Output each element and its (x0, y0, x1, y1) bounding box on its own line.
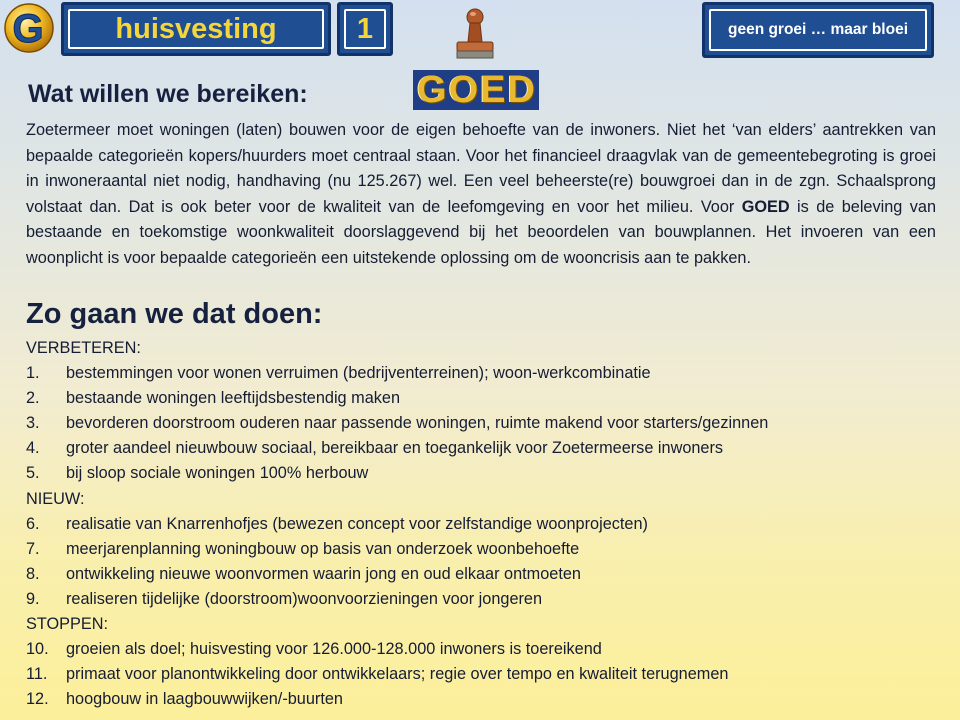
badge-letter-g: G (417, 69, 447, 111)
item-text: bestaande woningen leeftijdsbestendig maken (66, 389, 401, 408)
intro-paragraph (26, 118, 936, 272)
section-label-improve: VERBETEREN: (26, 339, 141, 357)
item-text: primaat voor planontwikkeling door ontwikkelaars; regie over tempo en kwaliteit terugnemen (66, 665, 729, 684)
slogan-text: geen groei … maar bloei (727, 21, 909, 38)
item-text: bestemmingen voor wonen verruimen (bedrijventerreinen); woon-werkcombinatie (66, 364, 651, 383)
page-title: huisvesting (115, 12, 277, 45)
badge-letter-d: D (507, 69, 535, 111)
list-item (26, 637, 946, 662)
page-number-box (337, 2, 393, 56)
section-label-stop: STOPPEN: (26, 615, 109, 634)
list-item (26, 361, 946, 386)
item-number: 1. (26, 364, 40, 383)
badge-letter-o: O (448, 69, 479, 111)
item-text: groter aandeel nieuwbouw sociaal, bereikbaar en toegankelijk voor Zoetermeerse inwoners (66, 439, 724, 458)
intro-goed-bold: GOED (741, 197, 790, 216)
title-box (61, 2, 331, 56)
item-number: 5. (26, 464, 40, 483)
item-text: meerjarenplanning woningbouw op basis van onderzoek woonbehoefte (66, 539, 580, 558)
action-list (26, 336, 946, 712)
item-number: 6. (26, 514, 40, 533)
section-label-new: NIEUW: (26, 489, 85, 508)
item-number: 4. (26, 439, 40, 458)
item-text: groeien als doel; huisvesting voor 126.000-128.000 inwoners is toereikend (66, 640, 602, 659)
item-text: ontwikkeling nieuwe woonvormen waarin jong en oud elkaar ontmoeten (66, 564, 581, 583)
item-text: bij sloop sociale woningen 100% herbouw (66, 464, 369, 483)
item-number: 3. (26, 414, 40, 433)
list-item (26, 461, 946, 486)
item-text: bevorderen doorstroom ouderen naar passende woningen, ruimte makend voor starters/gezinnen (66, 414, 769, 433)
item-number: 11. (26, 665, 48, 684)
list-item (26, 662, 946, 687)
item-number: 9. (26, 589, 40, 608)
item-number: 10. (26, 640, 49, 659)
badge-letter-e: E (480, 69, 506, 111)
intro-text-part1: Zoetermeer moet woningen (laten) bouwen voor de eigen behoefte van de inwoners. Niet het ‘van elders’ aantrekken van bepaalde categorieën kopers/huurders moet centraal staan. Voor het financieel draagvlak van de gemeentebegroting is groei in inwoneraantal niet nodig, handhaving (nu 125.267) wel. Een veel beheerste(re) bouwgroei dan in de zgn. Schaalsprong volstaat dan. Dat is ook beter voor de kwaliteit van de leefomgeving en voor het milieu. Voor (26, 121, 936, 216)
item-number: 7. (26, 539, 40, 558)
intro-text-part2: is de beleving van bestaande en toekomstige woonkwaliteit doorslaggevend bij het beoordelen van bouwplannen. Het invoeren van een woonplicht is voor bepaalde categorieën een uitstekende oplossing om de wooncrisis aan te pakken. (26, 197, 936, 267)
logo-letter: G (12, 7, 44, 51)
item-text: hoogbouw in laagbouwwijken/-buurten (66, 690, 343, 709)
list-item (26, 687, 946, 712)
list-item (26, 386, 946, 411)
slogan-box (702, 2, 934, 58)
item-number: 12. (26, 690, 49, 709)
item-number: 2. (26, 389, 40, 408)
goal-heading: Wat willen we bereiken: (28, 80, 308, 108)
action-heading: Zo gaan we dat doen: (26, 298, 323, 330)
list-item (26, 436, 946, 461)
goed-badge (413, 70, 539, 110)
party-logo-icon (2, 2, 56, 54)
list-item (26, 562, 946, 587)
page-number: 1 (356, 12, 374, 45)
list-item (26, 537, 946, 562)
list-item (26, 411, 946, 436)
item-number: 8. (26, 564, 40, 583)
item-text: realisatie van Knarrenhofjes (bewezen concept voor zelfstandige woonprojecten) (66, 514, 648, 533)
rubber-stamp-icon (452, 8, 498, 64)
list-item (26, 512, 946, 537)
item-text: realiseren tijdelijke (doorstroom)woonvoorzieningen voor jongeren (66, 589, 543, 608)
list-item (26, 587, 946, 612)
